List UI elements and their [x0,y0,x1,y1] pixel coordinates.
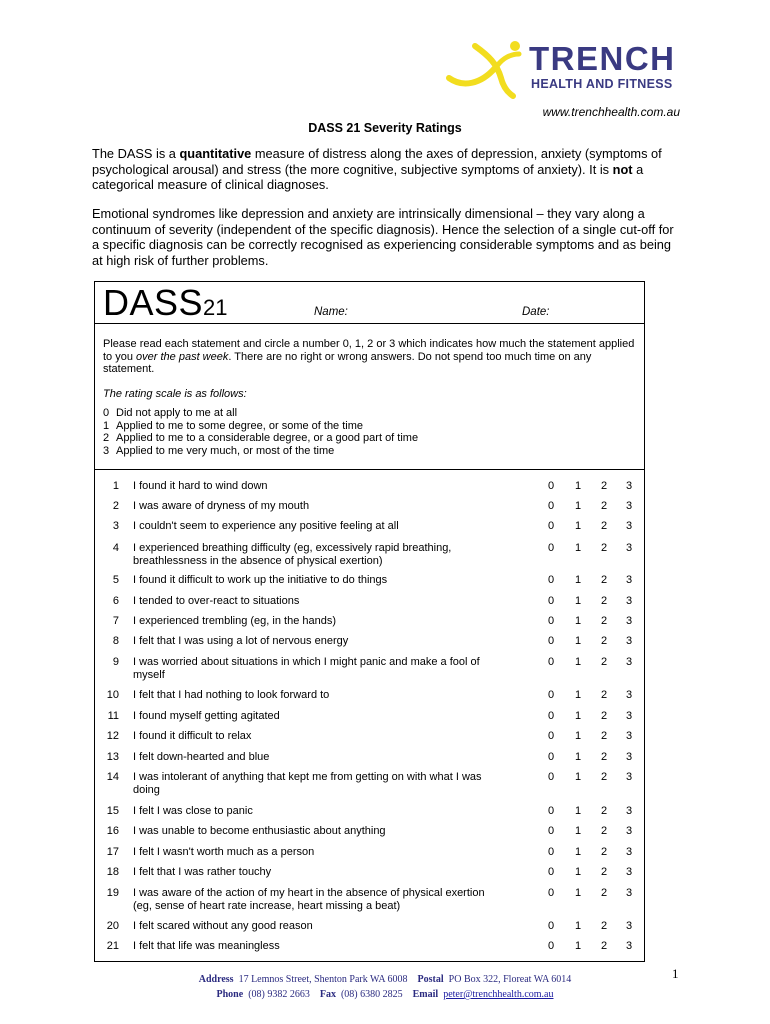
footer-address [0,974,770,985]
question-text: I found it difficult to work up the initiative to do things [133,574,388,586]
rating-option-3[interactable]: 3 [625,730,633,742]
question-number: 7 [112,615,119,627]
rating-scale-entry [103,407,418,420]
rating-scale-key: 1 [103,419,110,432]
postal-label: Postal [417,974,444,985]
question-number: 21 [106,940,119,952]
rating-option-0[interactable]: 0 [547,887,555,899]
question-text: I experienced trembling (eg, in the hands) [133,615,337,627]
question-number: 3 [112,520,119,532]
rating-option-0[interactable]: 0 [547,710,555,722]
question-number: 17 [106,846,119,858]
question-number: 20 [106,920,119,932]
intro-p1-segment: measure of distress along the axes of depression, anxiety (symptoms of psychological arousal) and stress (the more cognitive, subjective symptoms of anxiety). It is [92,146,662,177]
question-text: I felt scared without any good reason [133,920,313,932]
rating-scale-text: Applied to me very much, or most of the time [116,444,335,457]
question-text: I felt down-hearted and blue [133,751,270,763]
rating-option-3[interactable]: 3 [625,520,633,532]
rating-option-2[interactable]: 2 [600,710,608,722]
rating-option-3[interactable]: 3 [625,866,633,878]
rating-option-3[interactable]: 3 [625,751,633,763]
rating-option-3[interactable]: 3 [625,542,633,554]
question-text: I found it difficult to relax [133,730,252,742]
rating-scale-entry [103,445,418,458]
rating-option-2[interactable]: 2 [600,689,608,701]
question-text: I felt I was close to panic [133,805,253,817]
question-number: 12 [106,730,119,742]
question-text: I was aware of dryness of my mouth [133,500,310,512]
rating-option-2[interactable]: 2 [600,940,608,952]
rating-option-0[interactable]: 0 [547,520,555,532]
rating-option-1[interactable]: 1 [574,920,582,932]
rating-option-2[interactable]: 2 [600,574,608,586]
dass-logo-text: DASS [103,282,204,323]
intro-p1-segment: a categorical measure of clinical diagnoses. [92,161,644,192]
question-number: 15 [106,805,119,817]
phone-value: (08) 9382 2663 [248,989,310,1000]
footer-contact [0,989,770,1000]
rating-option-1[interactable]: 1 [574,595,582,607]
rating-option-1[interactable]: 1 [574,500,582,512]
phone-label: Phone [216,989,244,1000]
question-text: I felt I wasn't worth much as a person [133,846,315,858]
question-number: 13 [106,751,119,763]
rating-option-1[interactable]: 1 [574,751,582,763]
rating-scale-entry [103,420,418,433]
name-label: Name: [314,306,348,318]
trench-logo [445,38,685,104]
instructions [103,338,643,376]
rating-option-3[interactable]: 3 [625,825,633,837]
rating-scale-key: 0 [103,407,110,419]
rating-option-0[interactable]: 0 [547,615,555,627]
question-number: 9 [112,656,119,668]
question-text: I found myself getting agitated [133,710,280,722]
question-text: I couldn't seem to experience any positive feeling at all [133,520,399,532]
rating-option-1[interactable]: 1 [574,846,582,858]
rating-option-1[interactable]: 1 [574,940,582,952]
rating-scale-title: The rating scale is as follows: [103,388,247,400]
question-text: I was unable to become enthusiastic about anything [133,825,386,837]
rating-option-3[interactable]: 3 [625,887,633,899]
rating-option-2[interactable]: 2 [600,480,608,492]
postal-value: PO Box 322, Floreat WA 6014 [448,974,572,985]
rating-scale-entry [103,432,418,445]
question-number: 1 [112,480,119,492]
question-number: 11 [107,710,119,722]
rating-option-0[interactable]: 0 [547,635,555,647]
intro-paragraph-2: Emotional syndromes like depression and anxiety are intrinsically dimensional – they vary along a continuum of severity (independent of the specific diagnosis). Hence the selection of a single cut-off for a specific diagnosis can be correctly recognised as experiencing considerable symptoms and as being at high risk of further problems. [92,206,674,268]
rating-option-0[interactable]: 0 [547,542,555,554]
question-number: 14 [106,771,119,783]
question-number: 8 [112,635,119,647]
rating-scale [103,407,418,457]
rating-option-1[interactable]: 1 [574,574,582,586]
rating-scale-text: Did not apply to me at all [116,407,238,419]
instruction-segment: over the past week [136,350,229,363]
rating-option-2[interactable]: 2 [600,771,608,783]
question-number: 19 [106,887,119,899]
rating-option-2[interactable]: 2 [600,825,608,837]
intro-paragraph-1 [92,146,684,193]
rating-option-3[interactable]: 3 [625,771,633,783]
rating-option-0[interactable]: 0 [547,805,555,817]
address-value: 17 Lemnos Street, Shenton Park WA 6008 [238,974,408,985]
question-text: I felt that I had nothing to look forward to [133,689,330,701]
question-number: 18 [106,866,119,878]
instruction-segment: . There are no right or wrong answers. Do not spend too much time on any statement. [103,350,592,376]
question-text: I felt that life was meaningless [133,940,280,952]
intro-p1-segment: quantitative [179,146,252,161]
email-label: Email [412,989,439,1000]
rating-scale-text: Applied to me to a considerable degree, or a good part of time [116,432,419,445]
rating-option-1[interactable]: 1 [574,866,582,878]
rating-option-3[interactable]: 3 [625,846,633,858]
rating-option-0[interactable]: 0 [547,751,555,763]
rating-scale-text: Applied to me to some degree, or some of the time [116,419,364,432]
rating-option-1[interactable]: 1 [574,805,582,817]
rating-option-3[interactable]: 3 [625,595,633,607]
question-number: 10 [106,689,119,701]
fax-value: (08) 6380 2825 [340,989,403,1000]
dass-logo-number: 21 [203,295,228,320]
question-text: I was worried about situations in which I might panic and make a fool of myself [133,656,480,681]
rating-option-1[interactable]: 1 [574,542,582,554]
rating-option-2[interactable]: 2 [600,595,608,607]
question-text: I felt that I was using a lot of nervous energy [133,635,349,647]
rating-option-1[interactable]: 1 [574,710,582,722]
rating-option-3[interactable]: 3 [625,656,633,668]
rating-option-0[interactable]: 0 [547,730,555,742]
rating-option-3[interactable]: 3 [625,805,633,817]
rating-scale-key: 2 [103,432,110,445]
rating-option-2[interactable]: 2 [600,805,608,817]
rating-option-2[interactable]: 2 [600,866,608,878]
rating-option-3[interactable]: 3 [625,500,633,512]
rating-option-2[interactable]: 2 [600,730,608,742]
rating-option-1[interactable]: 1 [574,615,582,627]
website-link[interactable]: www.trenchhealth.com.au [542,105,680,119]
rating-option-2[interactable]: 2 [600,615,608,627]
rating-option-0[interactable]: 0 [547,480,555,492]
intro-p1-segment: The DASS is a [92,146,180,161]
rating-option-2[interactable]: 2 [600,751,608,763]
rating-option-3[interactable]: 3 [625,574,633,586]
intro-p1-segment: not [612,161,633,177]
rating-option-2[interactable]: 2 [600,846,608,858]
email-link[interactable]: peter@trenchhealth.com.au [443,989,554,1000]
rating-option-1[interactable]: 1 [574,825,582,837]
rating-option-2[interactable]: 2 [600,920,608,932]
dass21-logo [103,282,228,326]
question-number: 16 [106,825,119,837]
instruction-segment: Please read each statement and circle a number 0, 1, 2 or 3 which indicates how much the statement applied to you [103,338,635,363]
rating-option-0[interactable]: 0 [547,574,555,586]
question-number: 6 [112,595,119,607]
question-text: I felt that I was rather touchy [133,866,272,878]
rating-option-2[interactable]: 2 [600,887,608,899]
address-label: Address [198,974,234,985]
rating-option-3[interactable]: 3 [625,710,633,722]
rating-option-3[interactable]: 3 [625,920,633,932]
rating-option-1[interactable]: 1 [574,635,582,647]
rating-option-2[interactable]: 2 [600,656,608,668]
form-header [95,282,644,324]
rating-option-1[interactable]: 1 [574,480,582,492]
rating-option-3[interactable]: 3 [625,940,633,952]
rating-option-0[interactable]: 0 [547,825,555,837]
rating-option-1[interactable]: 1 [574,520,582,532]
rating-option-1[interactable]: 1 [574,689,582,701]
rating-option-0[interactable]: 0 [547,689,555,701]
rating-option-2[interactable]: 2 [600,635,608,647]
rating-option-0[interactable]: 0 [547,940,555,952]
rating-option-3[interactable]: 3 [625,635,633,647]
question-text: I was aware of the action of my heart in the absence of physical exertion (eg, sense of heart rate increase, heart missing a beat) [133,887,485,912]
rating-scale-key: 3 [103,444,110,457]
rating-option-3[interactable]: 3 [625,689,633,701]
rating-option-1[interactable]: 1 [574,771,582,783]
rating-option-2[interactable]: 2 [600,500,608,512]
page-title: DASS 21 Severity Ratings [308,121,462,135]
rating-option-1[interactable]: 1 [574,656,582,668]
question-text: I experienced breathing difficulty (eg, excessively rapid breathing, breathlessness in the absence of physical exertion) [133,542,452,567]
rating-option-1[interactable]: 1 [574,887,582,899]
rating-option-0[interactable]: 0 [547,771,555,783]
question-text: I tended to over-react to situations [133,595,300,607]
question-number: 2 [112,500,119,512]
rating-option-0[interactable]: 0 [547,866,555,878]
dass21-form [94,281,645,962]
rating-option-3[interactable]: 3 [625,615,633,627]
page-number: 1 [672,966,679,981]
question-text: I was intolerant of anything that kept me from getting on with what I was doing [133,771,482,796]
rating-option-0[interactable]: 0 [547,656,555,668]
rating-option-0[interactable]: 0 [547,595,555,607]
date-label: Date: [522,306,550,318]
question-number: 5 [112,574,119,586]
rating-option-0[interactable]: 0 [547,500,555,512]
runner-logo-icon [445,38,535,104]
rating-option-3[interactable]: 3 [625,480,633,492]
rating-option-1[interactable]: 1 [574,730,582,742]
brand-name: TRENCH [529,40,676,77]
fax-label: Fax [319,989,336,1000]
brand-tagline: HEALTH AND FITNESS [531,77,673,91]
rating-option-0[interactable]: 0 [547,846,555,858]
question-text: I found it hard to wind down [133,480,268,492]
question-number: 4 [112,542,119,554]
rating-option-0[interactable]: 0 [547,920,555,932]
rating-option-2[interactable]: 2 [600,520,608,532]
divider [95,469,644,470]
rating-option-2[interactable]: 2 [600,542,608,554]
